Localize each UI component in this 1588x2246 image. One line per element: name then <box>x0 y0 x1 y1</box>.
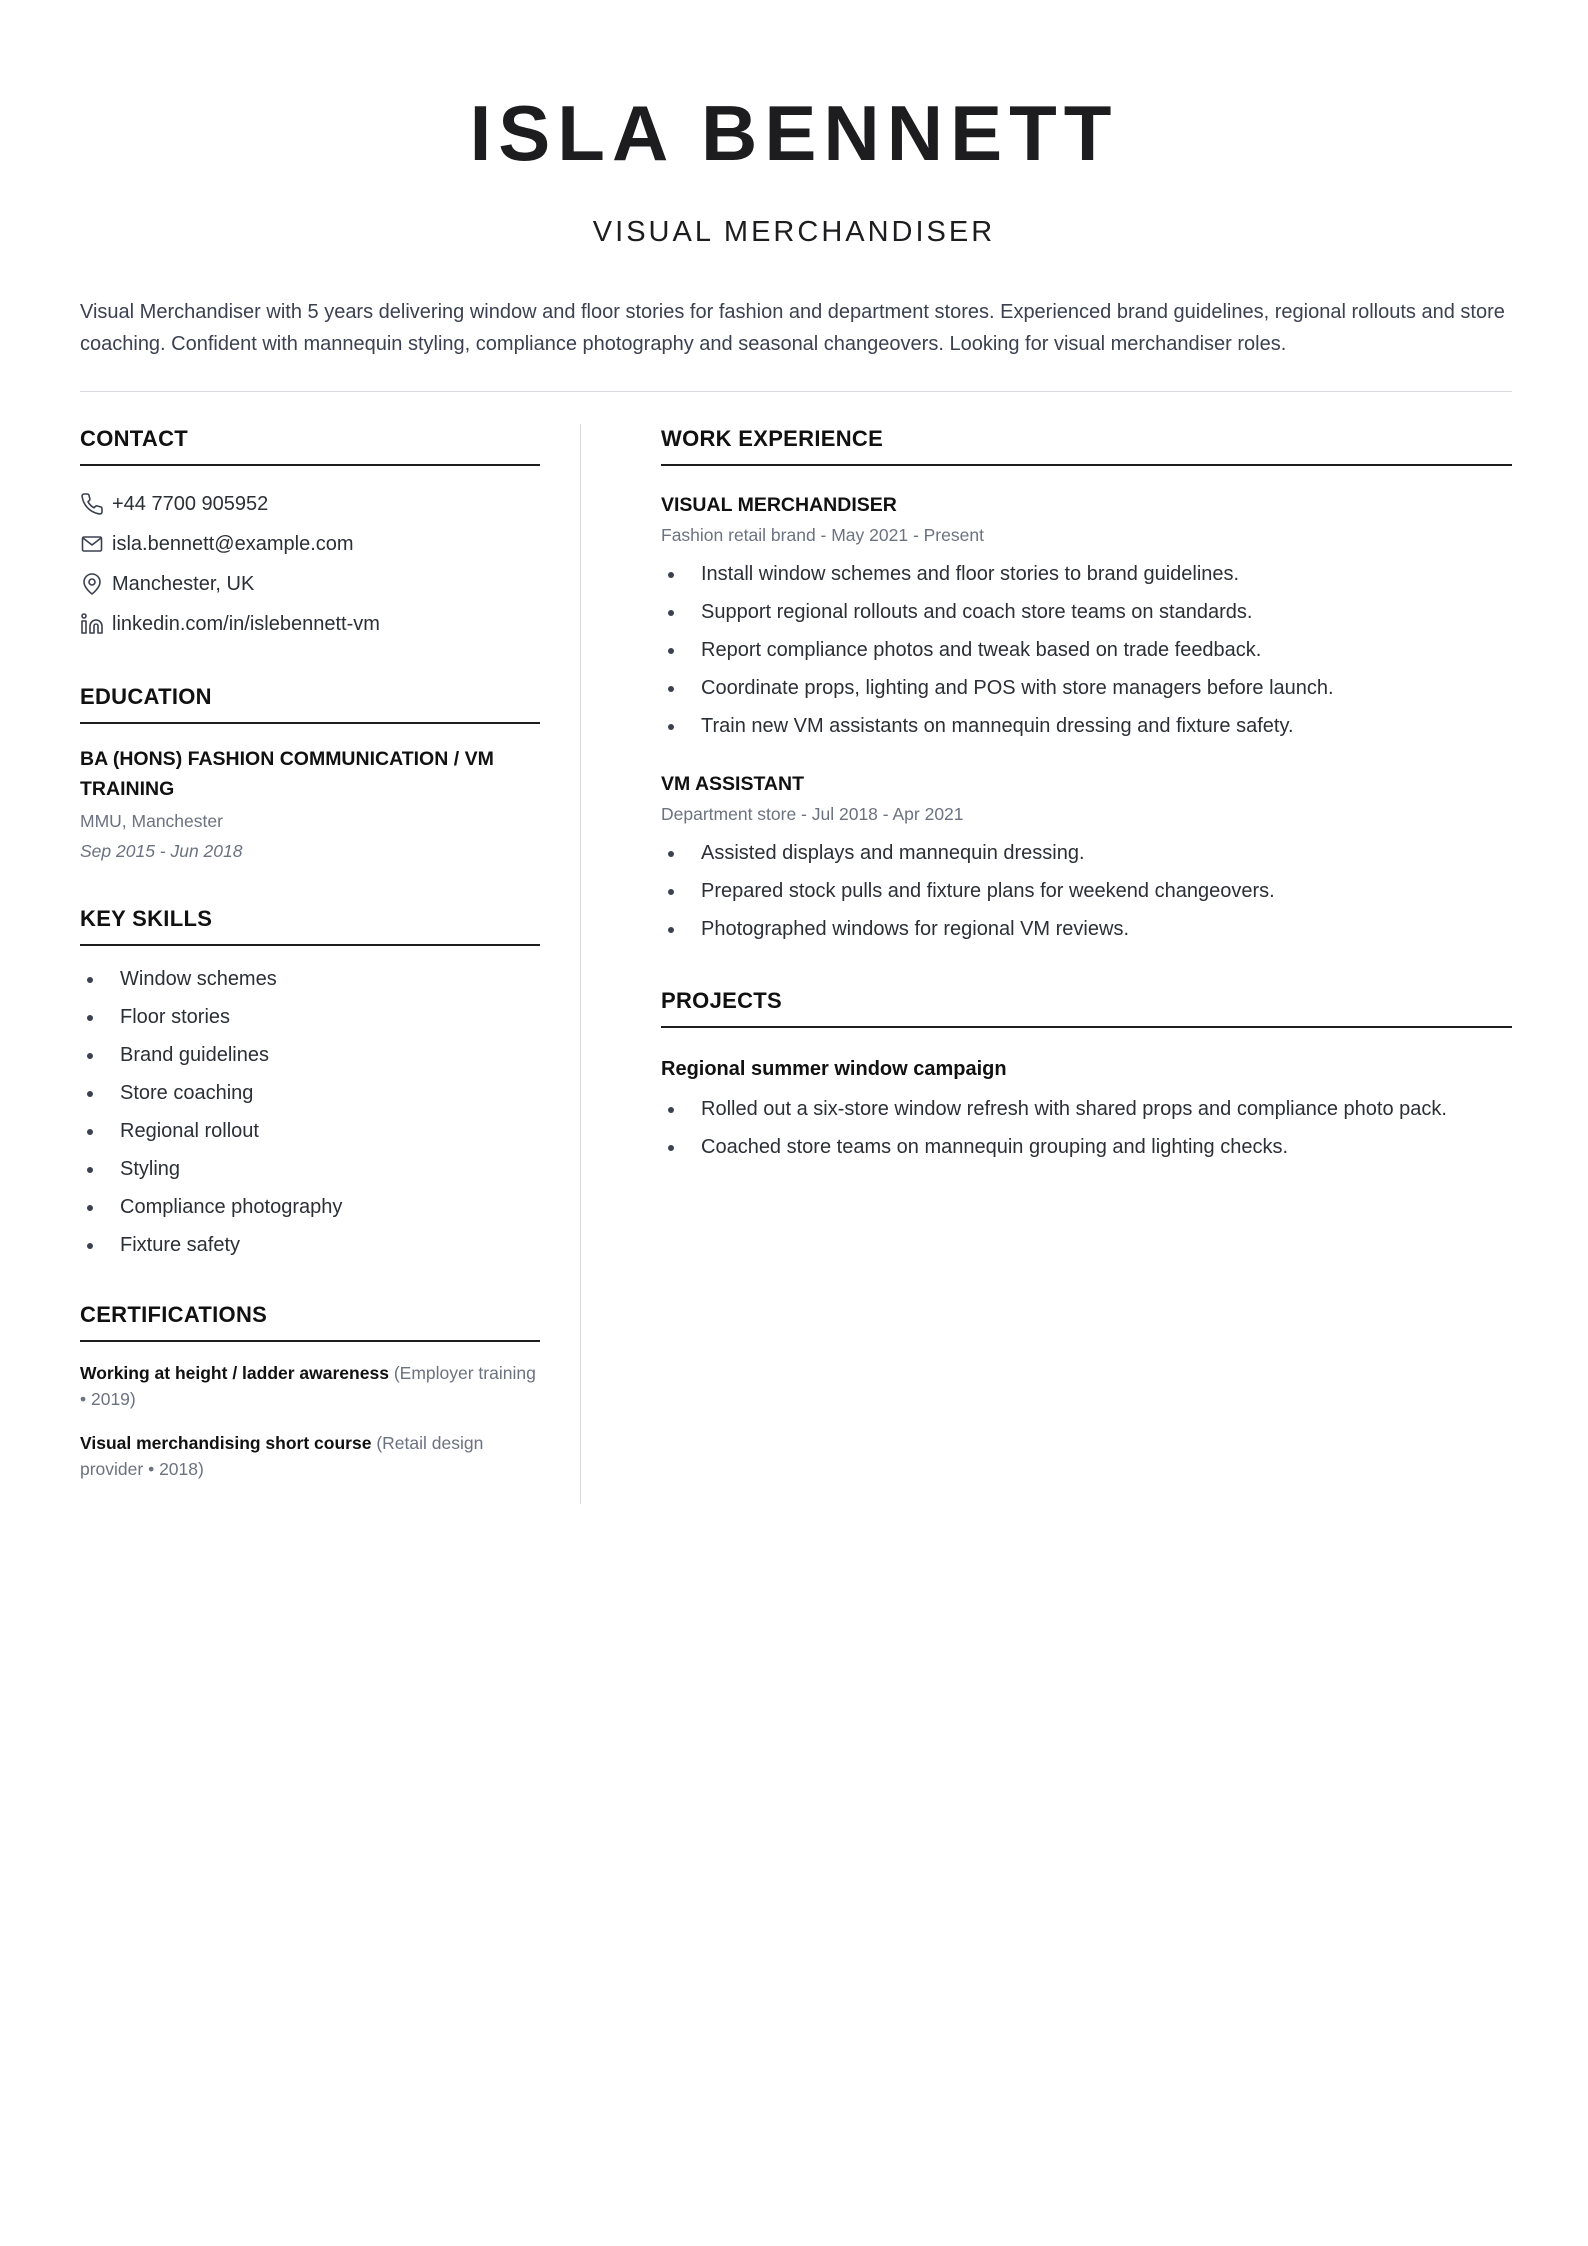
phone-value[interactable]: +44 7700 905952 <box>112 492 269 515</box>
column-divider <box>580 424 581 1504</box>
certification-detail: (Retail design provider • 2018) <box>80 1433 484 1479</box>
job-entry-meta: Fashion retail brand - May 2021 - Present <box>661 525 984 545</box>
contact-phone <box>80 484 540 524</box>
right-column <box>661 424 1512 1166</box>
header-divider <box>80 391 1512 392</box>
job-bullet: Train new VM assistants on mannequin dressing and fixture safety. <box>661 707 1512 745</box>
profile-summary: Visual Merchandiser with 5 years delivering window and floor stories for fashion and department stores. Experienced brand guidelines, regional rollouts and store coaching. Confident with mannequin styling, compliance photography and seasonal changeovers. Looking for visual merchandiser roles. <box>80 301 1505 355</box>
left-column <box>80 424 540 1482</box>
linkedin-value[interactable]: linkedin.com/in/islebennett-vm <box>112 612 380 635</box>
skill-item: Styling <box>80 1150 540 1188</box>
job-bullets <box>661 834 1512 948</box>
job-entry-title: VM ASSISTANT <box>661 773 805 795</box>
contact-location <box>80 564 540 604</box>
contact-list <box>80 484 540 644</box>
contact-heading: CONTACT <box>80 424 540 466</box>
education-entry <box>80 744 540 866</box>
job-bullets <box>661 555 1512 745</box>
job-title: VISUAL MERCHANDISER <box>592 216 996 248</box>
skill-item: Compliance photography <box>80 1188 540 1226</box>
job-entry-title: VISUAL MERCHANDISER <box>661 494 897 516</box>
mail-icon <box>80 532 104 556</box>
contact-linkedin <box>80 604 540 644</box>
candidate-name: ISLA BENNETT <box>469 89 1119 177</box>
skill-item: Fixture safety <box>80 1226 540 1264</box>
email-value[interactable]: isla.bennett@example.com <box>112 532 354 555</box>
skill-item: Brand guidelines <box>80 1036 540 1074</box>
skill-item: Store coaching <box>80 1074 540 1112</box>
skill-item: Window schemes <box>80 960 540 998</box>
education-school: MMU, Manchester <box>80 811 223 831</box>
location-value: Manchester, UK <box>112 572 255 595</box>
job-bullet: Coordinate props, lighting and POS with store managers before launch. <box>661 669 1512 707</box>
job-entry-meta: Department store - Jul 2018 - Apr 2021 <box>661 804 964 824</box>
phone-icon <box>80 492 104 516</box>
education-heading: EDUCATION <box>80 682 540 724</box>
linkedin-icon <box>80 612 104 636</box>
job-bullet: Support regional rollouts and coach store teams on standards. <box>661 593 1512 631</box>
skills-list <box>80 960 540 1264</box>
skill-item: Floor stories <box>80 998 540 1036</box>
project-bullet: Rolled out a six-store window refresh with shared props and compliance photo pack. <box>661 1090 1512 1128</box>
project-bullet: Coached store teams on mannequin grouping and lighting checks. <box>661 1128 1512 1166</box>
contact-email <box>80 524 540 564</box>
education-dates: Sep 2015 - Jun 2018 <box>80 841 243 861</box>
skill-item: Regional rollout <box>80 1112 540 1150</box>
education-degree: BA (HONS) FASHION COMMUNICATION / VM TRAINING <box>80 748 494 800</box>
certification-detail: (Employer training • 2019) <box>80 1363 536 1409</box>
certification-item <box>80 1430 540 1482</box>
job-entry <box>661 769 1512 948</box>
project-name: Regional summer window campaign <box>661 1058 1007 1080</box>
experience-heading: WORK EXPERIENCE <box>661 424 1512 466</box>
map-pin-icon <box>80 572 104 596</box>
skills-heading: KEY SKILLS <box>80 904 540 946</box>
job-bullet: Install window schemes and floor stories to brand guidelines. <box>661 555 1512 593</box>
project-bullets <box>661 1090 1512 1166</box>
job-bullet: Prepared stock pulls and fixture plans for weekend changeovers. <box>661 872 1512 910</box>
certification-name: Working at height / ladder awareness <box>80 1363 389 1383</box>
job-bullet: Report compliance photos and tweak based on trade feedback. <box>661 631 1512 669</box>
certification-item <box>80 1360 540 1412</box>
job-entry <box>661 490 1512 745</box>
certification-name: Visual merchandising short course <box>80 1433 372 1453</box>
job-bullet: Assisted displays and mannequin dressing. <box>661 834 1512 872</box>
projects-heading: PROJECTS <box>661 986 1512 1028</box>
job-bullet: Photographed windows for regional VM reviews. <box>661 910 1512 948</box>
certifications-heading: CERTIFICATIONS <box>80 1300 540 1342</box>
